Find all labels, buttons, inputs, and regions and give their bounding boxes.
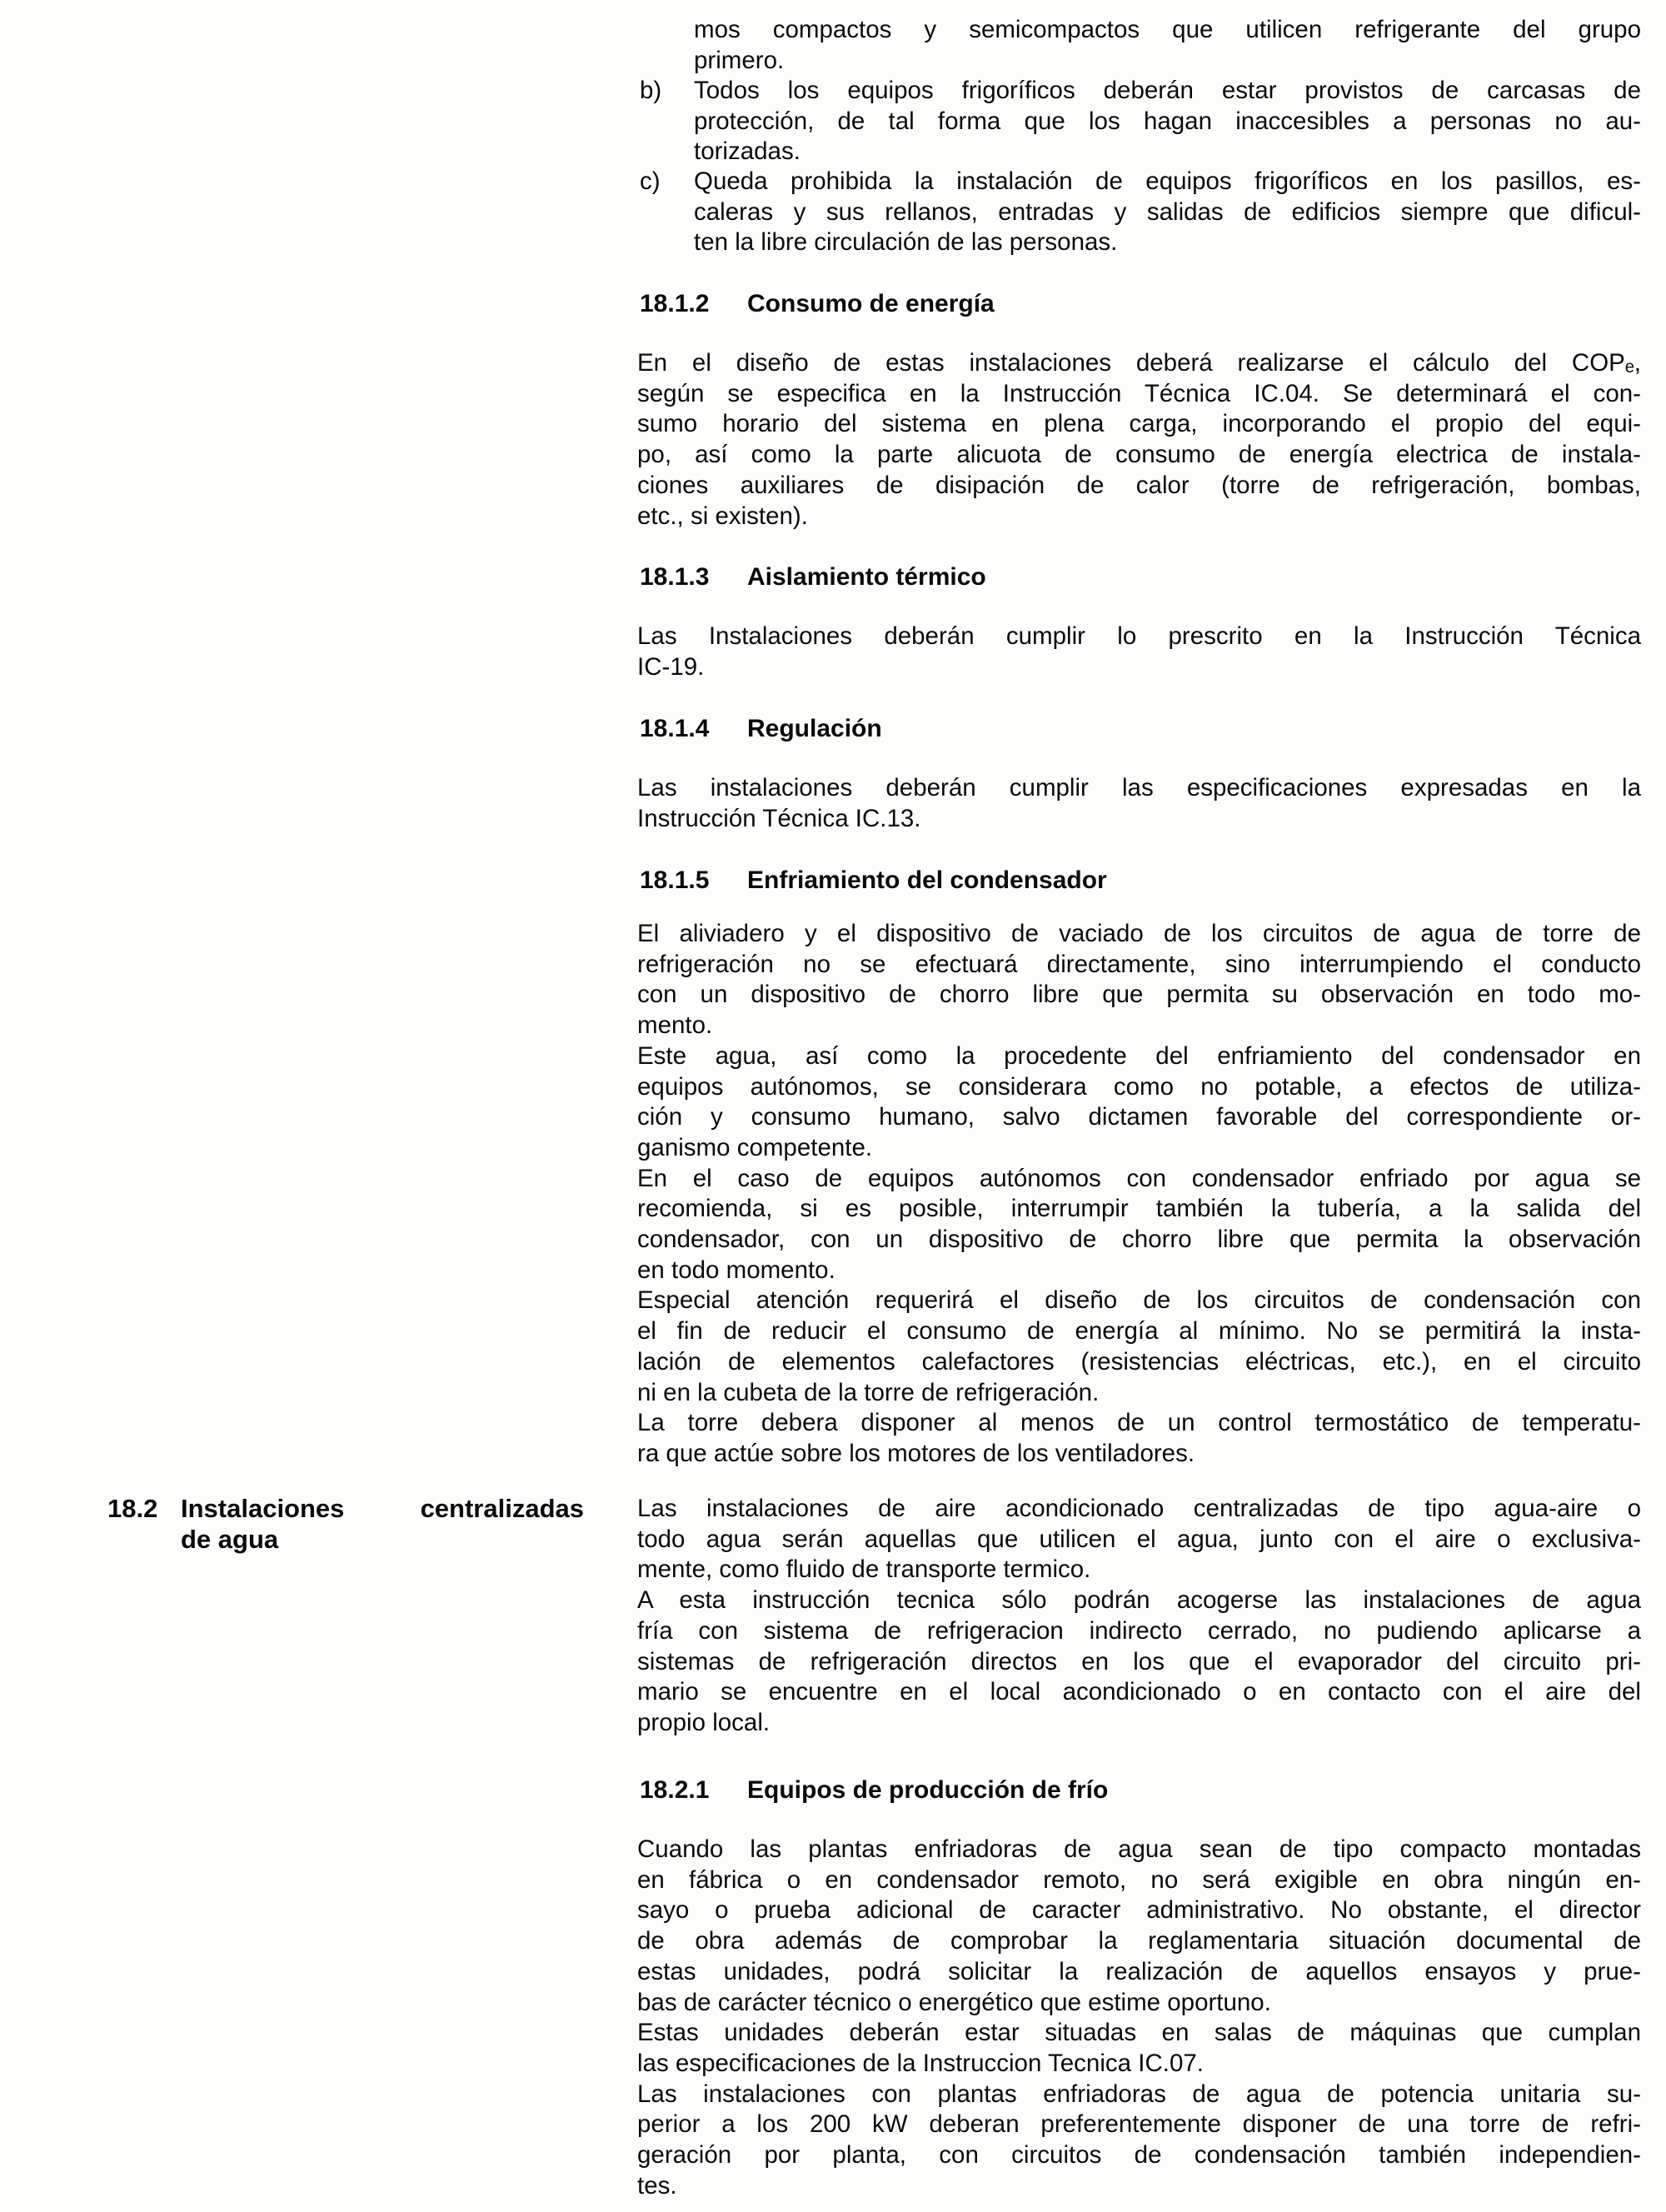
text-line: estas unidades, podrá solicitar la realización de aquellos ensayos y prue-	[637, 1957, 1641, 1985]
text-line: Cuando las plantas enfriadoras de agua sean de tipo compacto montadas	[637, 1835, 1641, 1863]
text-line: etc., si existen).	[637, 502, 808, 530]
heading-title: Enfriamiento del condensador	[747, 866, 1107, 894]
heading-title: Consumo de energía	[747, 290, 995, 317]
text-line: tes.	[637, 2171, 677, 2200]
text-line: po, así como la parte alicuota de consumo de energía electrica de instala-	[637, 441, 1641, 469]
text-line: A esta instrucción tecnica sólo podrán acogerse las instalaciones de agua	[637, 1586, 1641, 1615]
paragraph-18-1-5-4	[637, 1286, 1641, 1408]
heading-number: 18.2.1	[640, 1776, 710, 1804]
text-line: primero.	[694, 46, 785, 74]
text-line: ción y consumo humano, salvo dictamen favorable del correspondiente or-	[637, 1103, 1641, 1131]
text-line: todo agua serán aquellas que utilicen el agua, junto con el aire o exclusiva-	[637, 1525, 1641, 1553]
heading-number: 18.1.4	[640, 715, 710, 742]
text-line: En el diseño de estas instalaciones deberá realizarse el cálculo del COPₑ,	[637, 349, 1641, 377]
paragraph-18-1-5-5	[637, 1408, 1641, 1469]
text-line: Este agua, así como la procedente del enfriamiento del condensador en	[637, 1041, 1641, 1070]
margin-heading-word-de-agua: de agua	[181, 1524, 279, 1554]
list-item-c-text	[694, 167, 1641, 258]
text-line: lación de elementos calefactores (resistencias eléctricas, etc.), en el circuito	[637, 1347, 1641, 1376]
text-line: según se especifica en la Instrucción Técnica IC.04. Se determinará el con-	[637, 379, 1641, 407]
text-line: ni en la cubeta de la torre de refrigeración.	[637, 1378, 1100, 1406]
list-item-c-letter: c)	[640, 167, 661, 195]
heading-number: 18.1.3	[640, 563, 710, 591]
text-line: ra que actúe sobre los motores de los ventiladores.	[637, 1439, 1195, 1467]
text-line: perior a los 200 kW deberan preferentemente disponer de una torre de refri-	[637, 2110, 1641, 2139]
text-line: Las instalaciones con plantas enfriadoras de agua de potencia unitaria su-	[637, 2080, 1641, 2108]
text-line: IC-19.	[637, 652, 705, 681]
paragraph-18-1-4	[637, 773, 1641, 834]
text-line: Las instalaciones de aire acondicionado centralizadas de tipo agua-aire o	[637, 1495, 1641, 1522]
text-line: fría con sistema de refrigeracion indirecto cerrado, no pudiendo aplicarse a	[637, 1616, 1641, 1645]
text-line: las especificaciones de la Instruccion Tecnica IC.07.	[637, 2049, 1204, 2077]
text-line: recomienda, si es posible, interrumpir también la tubería, a la salida del	[637, 1195, 1641, 1223]
text-line: condensador, con un dispositivo de chorro libre que permita la observación	[637, 1226, 1641, 1254]
section-heading-18-1-5	[637, 866, 1644, 896]
paragraph-18-2-2	[637, 1585, 1641, 1739]
section-heading-18-1-4	[637, 714, 1644, 745]
text-line: Instrucción Técnica IC.13.	[637, 804, 921, 832]
paragraph-18-2-1-2	[637, 2018, 1641, 2079]
margin-heading-word-centralizadas: centralizadas	[420, 1494, 584, 1523]
section-body-18-1-5	[637, 919, 1641, 1470]
text-line: de obra además de comprobar la reglamentaria situación documental de	[637, 1927, 1641, 1955]
text-line: protección, de tal forma que los hagan inaccesibles a personas no au-	[694, 107, 1641, 135]
text-line: caleras y sus rellanos, entradas y salidas de edificios siempre que dificul-	[694, 197, 1641, 226]
paragraph-item-a-continuation	[694, 15, 1641, 76]
list-item-b	[637, 76, 1641, 167]
text-line: en todo momento.	[637, 1256, 835, 1284]
margin-heading-18-2	[107, 1494, 584, 1555]
section-heading-18-1-3	[637, 562, 1644, 593]
list-item-b-letter: b)	[640, 77, 662, 104]
text-line: ten la libre circulación de las personas.	[694, 228, 1118, 257]
text-line: El aliviadero y el dispositivo de vaciado de los circuitos de agua de torre de	[637, 920, 1641, 947]
text-line: mos compactos y semicompactos que utilicen refrigerante del grupo	[694, 16, 1641, 43]
text-line: Todos los equipos frigoríficos deberán estar provistos de carcasas de	[694, 77, 1641, 104]
section-body-18-2	[637, 1494, 1641, 1739]
text-line: torizadas.	[694, 137, 801, 166]
text-line: con un dispositivo de chorro libre que permita su observación en todo mo-	[637, 981, 1641, 1009]
paragraph-18-1-2	[637, 348, 1641, 532]
paragraph-18-1-3	[637, 622, 1641, 682]
text-line: Estas unidades deberán estar situadas en salas de máquinas que cumplan	[637, 2019, 1641, 2047]
text-line: La torre debera disponer al menos de un control termostático de temperatu-	[637, 1409, 1641, 1437]
section-heading-18-2-1	[637, 1775, 1644, 1806]
text-line: geración por planta, con circuitos de condensación también independien-	[637, 2141, 1641, 2170]
heading-title: Regulación	[747, 715, 882, 742]
margin-heading-word-instalaciones: Instalaciones	[181, 1494, 345, 1523]
section-heading-18-1-2	[637, 289, 1644, 320]
text-line: sayo o prueba adicional de caracter administrativo. No obstante, el director	[637, 1896, 1641, 1925]
text-line: refrigeración no se efectuará directamente, sino interrumpiendo el conducto	[637, 950, 1641, 978]
paragraph-18-2-1-3	[637, 2080, 1641, 2202]
text-line: equipos autónomos, se considerara como no potable, a efectos de utiliza-	[637, 1072, 1641, 1101]
heading-title: Aislamiento térmico	[747, 563, 986, 591]
text-line: mento.	[637, 1011, 713, 1040]
text-line: mario se encuentre en el local acondicionado o en contacto con el aire del	[637, 1678, 1641, 1706]
text-line: bas de carácter técnico o energético que estime oportuno.	[637, 1988, 1271, 2016]
heading-number: 18.1.5	[640, 866, 710, 894]
text-line: Las Instalaciones deberán cumplir lo prescrito en la Instrucción Técnica	[637, 622, 1641, 650]
text-line: sumo horario del sistema en plena carga, incorporando el propio del equi-	[637, 410, 1641, 438]
heading-number: 18.1.2	[640, 290, 710, 317]
text-line: mente, como fluido de transporte termico.	[637, 1555, 1091, 1584]
margin-heading-line-1	[107, 1494, 584, 1525]
heading-title: Equipos de producción de frío	[747, 1776, 1109, 1804]
paragraph-18-2-1	[637, 1494, 1641, 1585]
paragraph-18-1-5-2	[637, 1041, 1641, 1164]
text-line: Queda prohibida la instalación de equipos frigoríficos en los pasillos, es-	[694, 167, 1641, 195]
text-line: ciones auxiliares de disipación de calor (torre de refrigeración, bombas,	[637, 471, 1641, 499]
text-line: en fábrica o en condensador remoto, no será exigible en obra ningún en-	[637, 1865, 1641, 1894]
section-body-18-2-1	[637, 1835, 1641, 2201]
paragraph-18-2-1-1	[637, 1835, 1641, 2018]
text-line: ganismo competente.	[637, 1133, 873, 1161]
text-line: Las instalaciones deberán cumplir las especificaciones expresadas en la	[637, 774, 1641, 801]
text-line: el fin de reducir el consumo de energía al mínimo. No se permitirá la insta-	[637, 1317, 1641, 1346]
text-line: propio local.	[637, 1708, 771, 1736]
margin-heading-number: 18.2	[107, 1494, 158, 1523]
text-line: sistemas de refrigeración directos en los que el evaporador del circuito pri-	[637, 1647, 1641, 1675]
text-line: En el caso de equipos autónomos con condensador enfriado por agua se	[637, 1164, 1641, 1192]
paragraph-18-1-5-1	[637, 919, 1641, 1041]
list-item-c	[637, 167, 1641, 258]
paragraph-18-1-5-3	[637, 1164, 1641, 1286]
list-item-b-text	[694, 76, 1641, 167]
text-line: Especial atención requerirá el diseño de los circuitos de condensación con	[637, 1286, 1641, 1315]
